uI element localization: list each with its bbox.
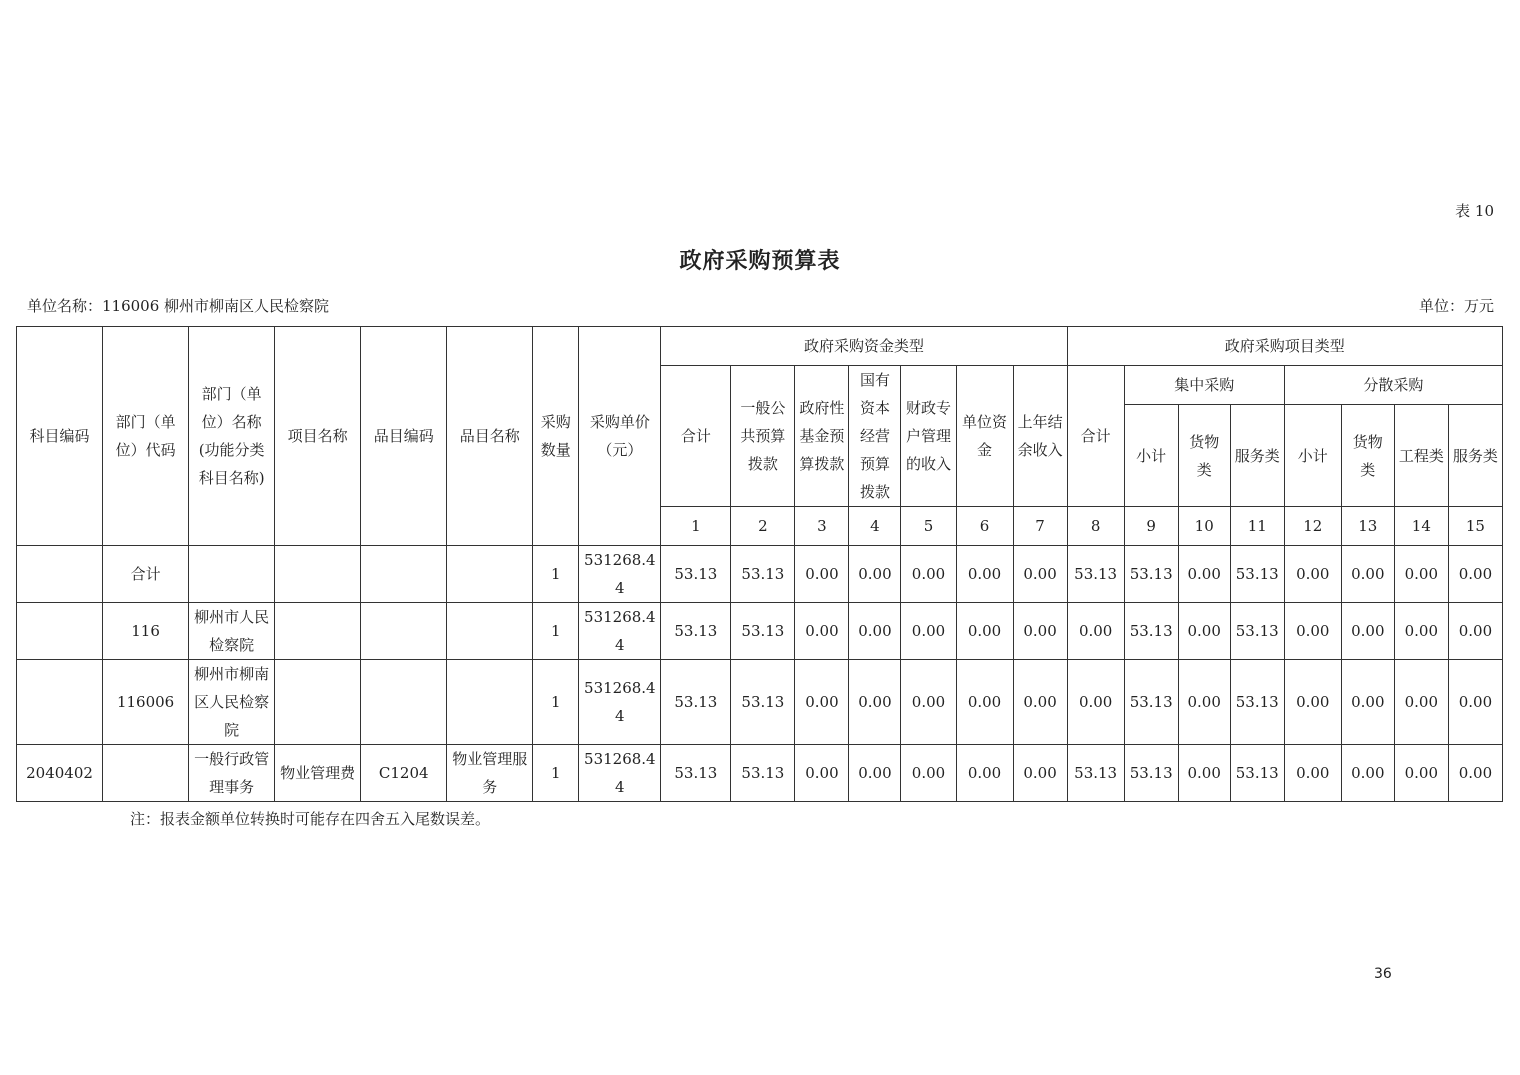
column-index: 4 bbox=[849, 507, 901, 546]
cell-item-code: C1204 bbox=[361, 745, 447, 802]
cell-amount: 0.00 bbox=[1013, 660, 1067, 745]
cell-subject-code bbox=[17, 603, 103, 660]
cell-dept-code: 116 bbox=[103, 603, 189, 660]
cell-amount: 0.00 bbox=[1284, 603, 1341, 660]
cell-amount: 0.00 bbox=[1284, 745, 1341, 802]
header-central-col: 服务类 bbox=[1230, 405, 1284, 507]
header-fund-col: 合计 bbox=[661, 366, 731, 507]
cell-amount: 0.00 bbox=[901, 603, 956, 660]
cell-item-name: 物业管理服务 bbox=[447, 745, 533, 802]
cell-amount: 0.00 bbox=[1013, 546, 1067, 603]
table-row bbox=[17, 546, 1503, 603]
header-project-name: 项目名称 bbox=[275, 327, 361, 546]
cell-item-code bbox=[361, 660, 447, 745]
cell-amount: 0.00 bbox=[795, 546, 849, 603]
cell-amount: 53.13 bbox=[661, 603, 731, 660]
header-fund-col: 一般公共预算拨款 bbox=[731, 366, 795, 507]
cell-amount: 0.00 bbox=[1448, 546, 1502, 603]
column-index: 11 bbox=[1230, 507, 1284, 546]
table-number: 表 10 bbox=[1455, 202, 1494, 220]
cell-amount: 0.00 bbox=[901, 546, 956, 603]
column-index: 9 bbox=[1124, 507, 1178, 546]
cell-subject-code: 2040402 bbox=[17, 745, 103, 802]
column-index: 15 bbox=[1448, 507, 1502, 546]
cell-amount: 0.00 bbox=[1178, 603, 1230, 660]
cell-subject-code bbox=[17, 660, 103, 745]
header-fund-col: 上年结余收入 bbox=[1013, 366, 1067, 507]
column-index: 1 bbox=[661, 507, 731, 546]
cell-amount: 0.00 bbox=[1284, 660, 1341, 745]
cell-amount: 0.00 bbox=[1013, 745, 1067, 802]
cell-quantity: 1 bbox=[533, 745, 579, 802]
cell-project-name bbox=[275, 660, 361, 745]
column-index: 2 bbox=[731, 507, 795, 546]
cell-amount: 0.00 bbox=[1178, 745, 1230, 802]
table-row bbox=[17, 660, 1503, 745]
cell-amount: 0.00 bbox=[795, 745, 849, 802]
cell-quantity: 1 bbox=[533, 603, 579, 660]
header-dept-code: 部门（单位）代码 bbox=[103, 327, 189, 546]
cell-project-name: 物业管理费 bbox=[275, 745, 361, 802]
column-index: 3 bbox=[795, 507, 849, 546]
cell-amount: 0.00 bbox=[1178, 546, 1230, 603]
cell-amount: 53.13 bbox=[731, 603, 795, 660]
table-row bbox=[17, 745, 1503, 802]
header-decentralized: 分散采购 bbox=[1284, 366, 1502, 405]
column-index: 12 bbox=[1284, 507, 1341, 546]
cell-amount: 53.13 bbox=[1124, 546, 1178, 603]
cell-dept-name bbox=[189, 546, 275, 603]
cell-dept-name: 柳州市柳南区人民检察院 bbox=[189, 660, 275, 745]
cell-amount: 0.00 bbox=[849, 546, 901, 603]
cell-item-code bbox=[361, 603, 447, 660]
cell-amount: 0.00 bbox=[1394, 745, 1448, 802]
cell-item-name bbox=[447, 603, 533, 660]
cell-amount: 53.13 bbox=[1230, 603, 1284, 660]
column-index: 6 bbox=[956, 507, 1013, 546]
header-project-total: 合计 bbox=[1067, 366, 1124, 507]
cell-amount: 53.13 bbox=[1230, 546, 1284, 603]
cell-amount: 53.13 bbox=[1230, 660, 1284, 745]
cell-amount: 0.00 bbox=[1394, 660, 1448, 745]
header-decentral-col: 小计 bbox=[1284, 405, 1341, 507]
cell-amount: 0.00 bbox=[849, 603, 901, 660]
cell-amount: 0.00 bbox=[1341, 546, 1394, 603]
header-project-type: 政府采购项目类型 bbox=[1067, 327, 1502, 366]
cell-amount: 0.00 bbox=[1341, 660, 1394, 745]
header-fund-col: 财政专户管理的收入 bbox=[901, 366, 956, 507]
header-unit-price: 采购单价（元） bbox=[579, 327, 661, 546]
cell-amount: 53.13 bbox=[731, 660, 795, 745]
column-index: 8 bbox=[1067, 507, 1124, 546]
cell-amount: 0.00 bbox=[795, 603, 849, 660]
cell-amount: 0.00 bbox=[1341, 745, 1394, 802]
cell-amount: 0.00 bbox=[901, 745, 956, 802]
header-item-name: 品目名称 bbox=[447, 327, 533, 546]
cell-dept-code bbox=[103, 745, 189, 802]
cell-subject-code bbox=[17, 546, 103, 603]
cell-dept-name: 柳州市人民检察院 bbox=[189, 603, 275, 660]
cell-unit-price: 531268.44 bbox=[579, 745, 661, 802]
cell-unit-price: 531268.44 bbox=[579, 546, 661, 603]
cell-amount: 0.00 bbox=[849, 660, 901, 745]
cell-item-code bbox=[361, 546, 447, 603]
header-subject-code: 科目编码 bbox=[17, 327, 103, 546]
cell-amount: 0.00 bbox=[1394, 603, 1448, 660]
cell-dept-code: 合计 bbox=[103, 546, 189, 603]
header-decentral-col: 服务类 bbox=[1448, 405, 1502, 507]
header-item-code: 品目编码 bbox=[361, 327, 447, 546]
cell-amount: 53.13 bbox=[1124, 603, 1178, 660]
cell-quantity: 1 bbox=[533, 660, 579, 745]
table-row bbox=[17, 603, 1503, 660]
cell-project-name bbox=[275, 603, 361, 660]
header-fund-col: 政府性基金预算拨款 bbox=[795, 366, 849, 507]
header-central-col: 小计 bbox=[1124, 405, 1178, 507]
cell-dept-name: 一般行政管理事务 bbox=[189, 745, 275, 802]
column-index: 13 bbox=[1341, 507, 1394, 546]
header-fund-col: 国有资本经营预算拨款 bbox=[849, 366, 901, 507]
cell-amount: 53.13 bbox=[661, 745, 731, 802]
cell-amount: 0.00 bbox=[1448, 660, 1502, 745]
currency-unit: 单位：万元 bbox=[1418, 297, 1494, 315]
footnote: 注：报表金额单位转换时可能存在四舍五入尾数误差。 bbox=[130, 810, 491, 828]
cell-amount: 0.00 bbox=[956, 745, 1013, 802]
unit-name: 单位名称：116006 柳州市柳南区人民检察院 bbox=[27, 297, 330, 315]
cell-amount: 0.00 bbox=[956, 546, 1013, 603]
column-index: 7 bbox=[1013, 507, 1067, 546]
cell-amount: 53.13 bbox=[1230, 745, 1284, 802]
header-dept-name: 部门（单位）名称(功能分类科目名称) bbox=[189, 327, 275, 546]
cell-amount: 0.00 bbox=[1178, 660, 1230, 745]
cell-amount: 53.13 bbox=[661, 660, 731, 745]
header-decentral-col: 货物类 bbox=[1341, 405, 1394, 507]
cell-amount: 0.00 bbox=[1394, 546, 1448, 603]
header-decentral-col: 工程类 bbox=[1394, 405, 1448, 507]
column-index: 5 bbox=[901, 507, 956, 546]
cell-amount: 53.13 bbox=[1067, 546, 1124, 603]
page-number: 36 bbox=[1374, 966, 1392, 982]
cell-amount: 0.00 bbox=[901, 660, 956, 745]
procurement-budget-table bbox=[16, 326, 1503, 802]
cell-amount: 0.00 bbox=[1341, 603, 1394, 660]
header-quantity: 采购数量 bbox=[533, 327, 579, 546]
cell-amount: 0.00 bbox=[1448, 603, 1502, 660]
cell-amount: 0.00 bbox=[1284, 546, 1341, 603]
header-row-1 bbox=[17, 327, 1503, 366]
cell-amount: 0.00 bbox=[1067, 660, 1124, 745]
header-fund-type: 政府采购资金类型 bbox=[661, 327, 1067, 366]
column-index: 14 bbox=[1394, 507, 1448, 546]
column-index: 10 bbox=[1178, 507, 1230, 546]
cell-quantity: 1 bbox=[533, 546, 579, 603]
cell-item-name bbox=[447, 660, 533, 745]
cell-dept-code: 116006 bbox=[103, 660, 189, 745]
cell-amount: 0.00 bbox=[956, 660, 1013, 745]
header-centralized: 集中采购 bbox=[1124, 366, 1284, 405]
cell-amount: 53.13 bbox=[731, 546, 795, 603]
cell-unit-price: 531268.44 bbox=[579, 660, 661, 745]
cell-amount: 0.00 bbox=[1448, 745, 1502, 802]
cell-unit-price: 531268.44 bbox=[579, 603, 661, 660]
header-central-col: 货物类 bbox=[1178, 405, 1230, 507]
cell-project-name bbox=[275, 546, 361, 603]
cell-amount: 0.00 bbox=[795, 660, 849, 745]
cell-amount: 0.00 bbox=[1067, 603, 1124, 660]
cell-item-name bbox=[447, 546, 533, 603]
cell-amount: 0.00 bbox=[956, 603, 1013, 660]
cell-amount: 53.13 bbox=[731, 745, 795, 802]
cell-amount: 0.00 bbox=[849, 745, 901, 802]
header-fund-col: 单位资金 bbox=[956, 366, 1013, 507]
cell-amount: 53.13 bbox=[1124, 745, 1178, 802]
cell-amount: 53.13 bbox=[1124, 660, 1178, 745]
page-title: 政府采购预算表 bbox=[679, 248, 841, 274]
cell-amount: 0.00 bbox=[1013, 603, 1067, 660]
cell-amount: 53.13 bbox=[661, 546, 731, 603]
cell-amount: 53.13 bbox=[1067, 745, 1124, 802]
